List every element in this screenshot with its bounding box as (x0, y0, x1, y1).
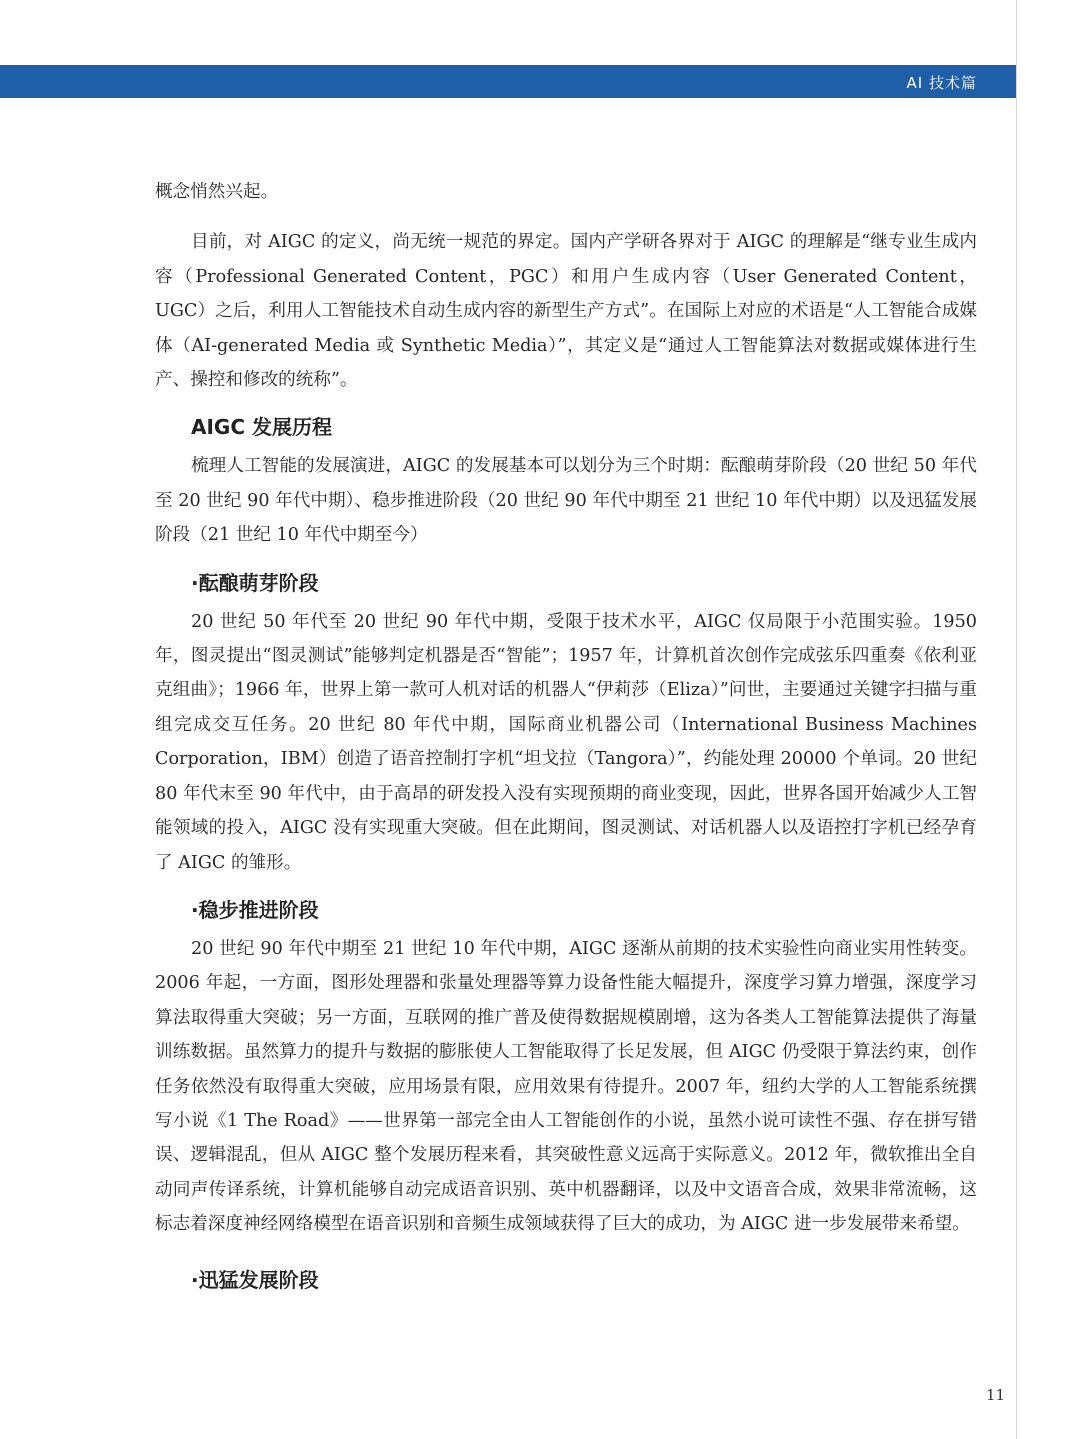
paragraph-steady-progress: 20 世纪 90 年代中期至 21 世纪 10 年代中期，AIGC 逐渐从前期的技术实验性向商业实用性转变。2006 年起，一方面，图形处理器和张量处理器等算力设备性能大幅提升，深度学习算力增强，深度学习算法取得重大突破；另一方面，互联网的推广普及使得数据规模剧增，这为各类人工智能算法提供了海量训练数据。虽然算力的提升与数据的膨胀使人工智能取得了长足发展，但 AIGC 仍受限于算法约束，创作任务依然没有取得重大突破，应用场景有限，应用效果有待提升。2007 年，纽约大学的人工智能系统撰写小说《1 The Road》——世界第一部完全由人工智能创作的小说，虽然小说可读性不强、存在拼写错误、逻辑混乱，但从 AIGC 整个发展历程来看，其突破性意义远高于实际意义。2012 年，微软推出全自动同声传译系统，计算机能够自动完成语音识别、英中机器翻译，以及中文语音合成，效果非常流畅，这标志着深度神经网络模型在语音识别和音频生成领域获得了巨大的成功，为 AIGC 进一步发展带来希望。 (155, 938, 977, 1235)
subheading-rapid-growth: ·迅猛发展阶段 (191, 1267, 319, 1292)
header-bar (0, 65, 1017, 98)
page-number: 11 (986, 1386, 1006, 1404)
paragraph-definition: 目前，对 AIGC 的定义，尚无统一规范的界定。国内产学研各界对于 AIGC 的理解是“继专业生成内容（Professional Generated Content，PGC）和用户生成内容（User Generated Content，UGC）之后，利用人工智能技术自动生成内容的新型生产方式”。在国际上对应的术语是“人工智能合成媒体（AI-generated Media 或 Synthetic Media）”，其定义是“通过人工智能算法对数据或媒体进行生产、操控和修改的统称”。 (155, 232, 977, 391)
page-edge-rule (1016, 0, 1017, 1439)
section-heading-history: AIGC 发展历程 (191, 415, 332, 440)
article-body (155, 175, 977, 1302)
paragraph-incubation: 20 世纪 50 年代至 20 世纪 90 年代中期，受限于技术水平，AIGC 仅局限于小范围实验。1950 年，图灵提出“图灵测试”能够判定机器是否“智能”；1957 年，计算机首次创作完成弦乐四重奏《依利亚克组曲》；1966 年，世界上第一款可人机对话的机器人“伊莉莎（Eliza）”问世，主要通过关键字扫描与重组完成交互任务。20 世纪 80 年代中期，国际商业机器公司（International Business Machines Corporation，IBM）创造了语音控制打字机“坦戈拉（Tangora）”，约能处理 20000 个单词。20 世纪 80 年代末至 90 年代中，由于高昂的研发投入没有实现预期的商业变现，因此，世界各国开始减少人工智能领域的投入，AIGC 没有实现重大突破。但在此期间，图灵测试、对话机器人以及语控打字机已经孕育了 AIGC 的雏形。 (155, 611, 977, 873)
subheading-incubation: ·酝酿萌芽阶段 (191, 570, 319, 595)
section-title: AI 技术篇 (906, 74, 977, 92)
subheading-steady-progress: ·稳步推进阶段 (191, 897, 319, 922)
paragraph-continuation: 概念悄然兴起。 (155, 182, 279, 202)
paragraph-overview: 梳理人工智能的发展演进，AIGC 的发展基本可以划分为三个时期：酝酿萌芽阶段（20 世纪 50 年代至 20 世纪 90 年代中期）、稳步推进阶段（20 世纪 90 年代中期至 21 世纪 10 年代中期）以及迅猛发展阶段（21 世纪 10 年代中期至今） (155, 456, 977, 546)
